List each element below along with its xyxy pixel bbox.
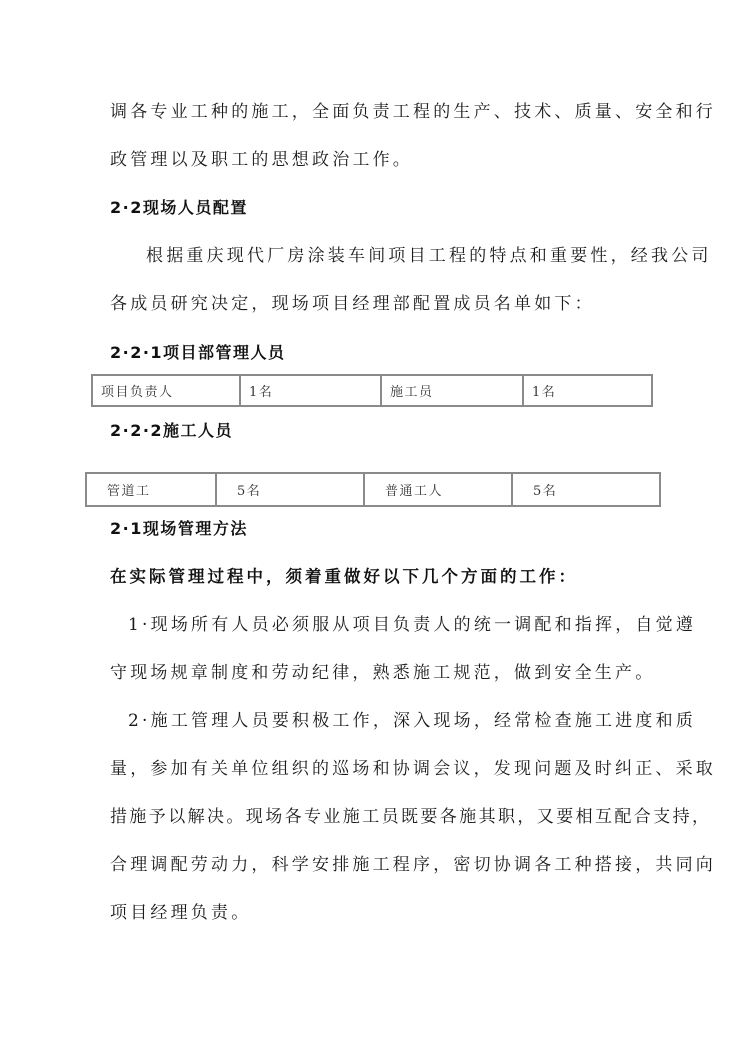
table-cell-role: 普通工人 [364,473,512,506]
section-2-2-para-line-2: 各成员研究决定，现场项目经理部配置成员名单如下： [110,294,595,314]
intro-line-2: 政管理以及职工的思想政治工作。 [110,150,413,170]
section-heading-2-1: 2·1现场管理方法 [110,519,248,538]
item-2-line-3: 措施予以解决。现场各专业施工员既要各施其职，又要相互配合支持， [110,807,712,827]
table-cell-count: 5名 [512,473,660,506]
table-cell-role: 施工员 [381,375,523,406]
item-2-line-2: 量，参加有关单位组织的巡场和协调会议，发现问题及时纠正、采取 [110,759,716,779]
item-1-line-1: 1·现场所有人员必须服从项目负责人的统一调配和指挥，自觉遵 [128,615,697,635]
item-2-line-4: 合理调配劳动力，科学安排施工程序，密切协调各工种搭接，共同向 [110,855,716,875]
table-row [86,473,660,506]
table-row [92,375,652,406]
item-1-line-2: 守现场规章制度和劳动纪律，熟悉施工规范，做到安全生产。 [110,663,656,683]
management-staff-table [91,374,653,407]
item-2-line-5: 项目经理负责。 [110,903,252,923]
construction-staff-table [85,472,661,507]
section-2-2-para-line-1: 根据重庆现代厂房涂装车间项目工程的特点和重要性，经我公司 [146,246,712,266]
table-cell-role: 管道工 [86,473,216,506]
section-2-1-subheading: 在实际管理过程中，须着重做好以下几个方面的工作： [110,567,578,586]
section-heading-2-2-1: 2·2·1项目部管理人员 [110,343,286,362]
table-cell-count: 5名 [216,473,364,506]
table-cell-count: 1名 [523,375,652,406]
table-cell-role: 项目负责人 [92,375,240,406]
item-2-line-1: 2·施工管理人员要积极工作，深入现场，经常检查施工进度和质 [128,711,697,731]
section-heading-2-2-2: 2·2·2施工人员 [110,421,234,440]
section-heading-2-2: 2·2现场人员配置 [110,198,248,217]
intro-line-1: 调各专业工种的施工，全面负责工程的生产、技术、质量、安全和行 [110,102,716,122]
table-cell-count: 1名 [240,375,381,406]
